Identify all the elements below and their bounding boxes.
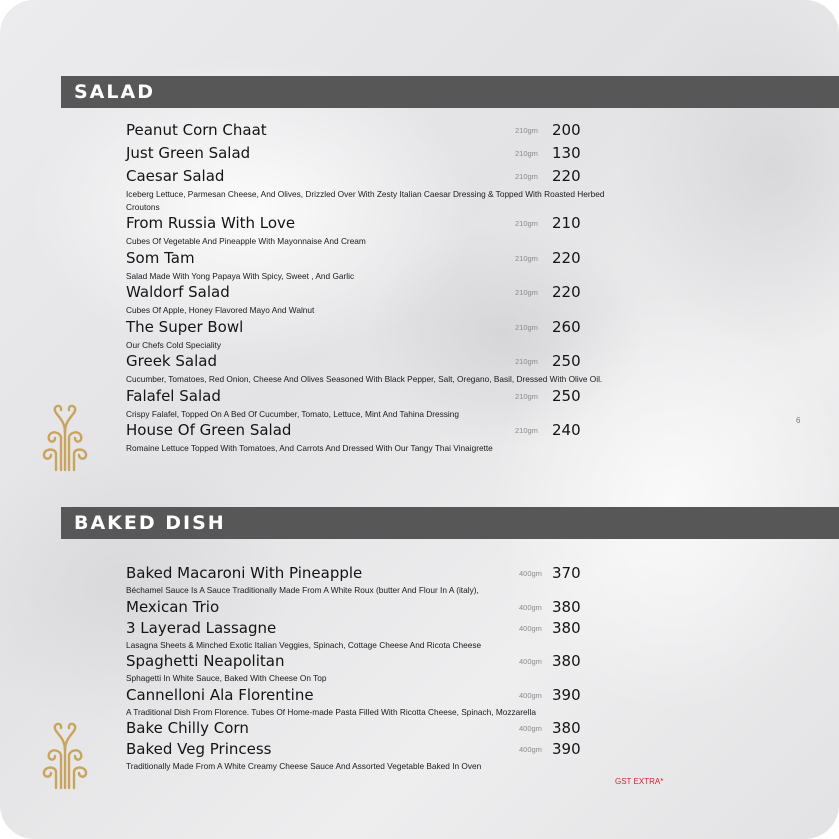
menu-item <box>126 317 626 352</box>
menu-item-description: Sphagetti In White Sauce, Baked With Cheese On Top <box>126 673 327 683</box>
menu-item-description: Romaine Lettuce Topped With Tomatoes, And Carrots And Dressed With Our Tangy Thai Vinaigrette <box>126 443 493 453</box>
menu-item-price: 210 <box>552 214 581 232</box>
menu-item-name: House Of Green Salad <box>126 421 292 439</box>
menu-item-name: Waldorf Salad <box>126 283 230 301</box>
menu-item-header <box>126 739 626 760</box>
fountain-ornament-icon <box>41 402 89 472</box>
menu-item-description: Traditionally Made From A White Creamy Cheese Sauce And Assorted Vegetable Baked In Oven <box>126 761 482 771</box>
menu-item-weight: 400gm <box>519 745 542 754</box>
menu-item <box>126 120 626 143</box>
menu-item-weight: 400gm <box>519 623 542 633</box>
menu-item <box>126 597 626 618</box>
menu-item-header <box>126 420 626 443</box>
menu-item-description: Lasagna Sheets & Minched Exotic Italian Veggies, Spinach, Cottage Cheese And Ricota Cheese <box>126 639 482 650</box>
menu-item-weight: 400gm <box>519 690 542 700</box>
section-header-baked-dish: BAKED DISH <box>61 507 839 539</box>
menu-item-name: Mexican Trio <box>126 597 220 616</box>
menu-item <box>126 351 626 386</box>
salad-item-list <box>126 120 626 455</box>
menu-item-description: Béchamel Sauce Is A Sauce Traditionally Made From A White Roux (butter And Flour In A (italy), <box>126 585 479 595</box>
menu-item-name: Falafel Salad <box>126 386 221 405</box>
menu-item-weight: 210gm <box>515 253 538 263</box>
baked-dish-item-list <box>126 563 626 773</box>
menu-item <box>126 563 626 597</box>
menu-item <box>126 166 626 213</box>
menu-item <box>126 143 626 166</box>
menu-item-price: 240 <box>552 421 581 439</box>
menu-item-weight: 210gm <box>515 172 538 181</box>
menu-item-weight: 210gm <box>515 219 538 228</box>
menu-item-name: Baked Macaroni With Pineapple <box>126 564 363 582</box>
menu-item-name: Bake Chilly Corn <box>126 719 249 737</box>
menu-item-weight: 210gm <box>515 126 538 135</box>
menu-item-name: From Russia With Love <box>126 214 296 232</box>
menu-item-header <box>126 248 626 271</box>
menu-item-header <box>126 685 626 706</box>
menu-item-description: Crispy Falafel, Topped On A Bed Of Cucumber, Tomato, Lettuce, Mint And Tahina Dressing <box>126 408 459 419</box>
section-header-salad: SALAD <box>61 76 839 108</box>
menu-item-price: 380 <box>552 618 581 637</box>
page-number: 6 <box>796 416 801 425</box>
menu-item-price: 380 <box>552 597 581 616</box>
menu-item-header <box>126 317 626 340</box>
menu-item-price: 260 <box>552 317 581 336</box>
menu-item-price: 250 <box>552 352 581 370</box>
menu-item-description: Cubes Of Apple, Honey Flavored Mayo And Walnut <box>126 305 315 315</box>
menu-item-price: 390 <box>552 740 581 758</box>
menu-item <box>126 685 626 719</box>
menu-item-price: 250 <box>552 386 581 405</box>
menu-item-header <box>126 651 626 672</box>
menu-item <box>126 386 626 421</box>
menu-item <box>126 248 626 283</box>
menu-item-name: Spaghetti Neapolitan <box>126 652 285 670</box>
menu-item <box>126 718 626 739</box>
menu-item-weight: 210gm <box>515 391 538 401</box>
menu-item-description: Salad Made With Yong Papaya With Spicy, Sweet , And Garlic <box>126 270 355 281</box>
menu-item-weight: 400gm <box>519 569 542 578</box>
menu-item <box>126 282 626 317</box>
menu-item-name: Som Tam <box>126 248 195 267</box>
menu-item-description: A Traditional Dish From Florence. Tubes Of Home-made Pasta Filled With Ricotta Cheese, Spinach, Mozzarella <box>126 706 536 717</box>
menu-item-name: Cannelloni Ala Florentine <box>126 685 314 704</box>
menu-item-price: 390 <box>552 685 581 704</box>
menu-item-header <box>126 282 626 305</box>
menu-item <box>126 651 626 685</box>
menu-item-header <box>126 213 626 236</box>
menu-item-weight: 210gm <box>515 357 538 366</box>
gst-note: GST EXTRA* <box>615 777 664 786</box>
menu-item-price: 130 <box>552 144 581 162</box>
menu-item-description: Cubes Of Vegetable And Pineapple With Mayonnaise And Cream <box>126 236 366 246</box>
menu-item <box>126 618 626 652</box>
menu-item-weight: 210gm <box>515 149 538 158</box>
menu-item-price: 200 <box>552 121 581 139</box>
menu-item-header <box>126 143 626 166</box>
menu-item-weight: 210gm <box>515 426 538 435</box>
menu-item <box>126 420 626 455</box>
menu-item <box>126 213 626 248</box>
menu-item-price: 380 <box>552 719 581 737</box>
menu-item-header <box>126 718 626 739</box>
menu-item-price: 380 <box>552 652 581 670</box>
menu-item-name: Baked Veg Princess <box>126 740 272 758</box>
menu-item <box>126 739 626 773</box>
menu-item-name: 3 Layerad Lassagne <box>126 618 277 637</box>
menu-item-header <box>126 351 626 374</box>
menu-item-weight: 400gm <box>519 724 542 733</box>
menu-item-name: Caesar Salad <box>126 167 225 185</box>
menu-item-weight: 400gm <box>519 657 542 666</box>
menu-item-header <box>126 563 626 584</box>
menu-item-description: Iceberg Lettuce, Parmesan Cheese, And Olives, Drizzled Over With Zesty Italian Caesar Dressing & Topped With Roasted Herbed Croutons <box>126 189 605 212</box>
menu-item-name: Peanut Corn Chaat <box>126 121 267 139</box>
menu-item-weight: 210gm <box>515 288 538 297</box>
menu-item-price: 220 <box>552 167 581 185</box>
menu-item-weight: 400gm <box>519 602 542 612</box>
menu-item-price: 220 <box>552 283 581 301</box>
menu-item-header <box>126 120 626 143</box>
menu-item-description: Our Chefs Cold Speciality <box>126 339 221 350</box>
menu-item-name: The Super Bowl <box>126 317 244 336</box>
menu-item-header <box>126 386 626 409</box>
menu-item-header <box>126 166 626 189</box>
menu-item-name: Greek Salad <box>126 352 217 370</box>
menu-item-weight: 210gm <box>515 322 538 332</box>
menu-item-name: Just Green Salad <box>126 144 251 162</box>
menu-item-description: Cucumber, Tomatoes, Red Onion, Cheese And Olives Seasoned With Black Pepper, Salt, Oregano, Basil, Dressed With Olive Oil. <box>126 374 603 384</box>
menu-item-header <box>126 618 626 639</box>
menu-item-header <box>126 597 626 618</box>
menu-item-price: 370 <box>552 564 581 582</box>
menu-item-price: 220 <box>552 248 581 267</box>
fountain-ornament-icon <box>41 720 89 790</box>
